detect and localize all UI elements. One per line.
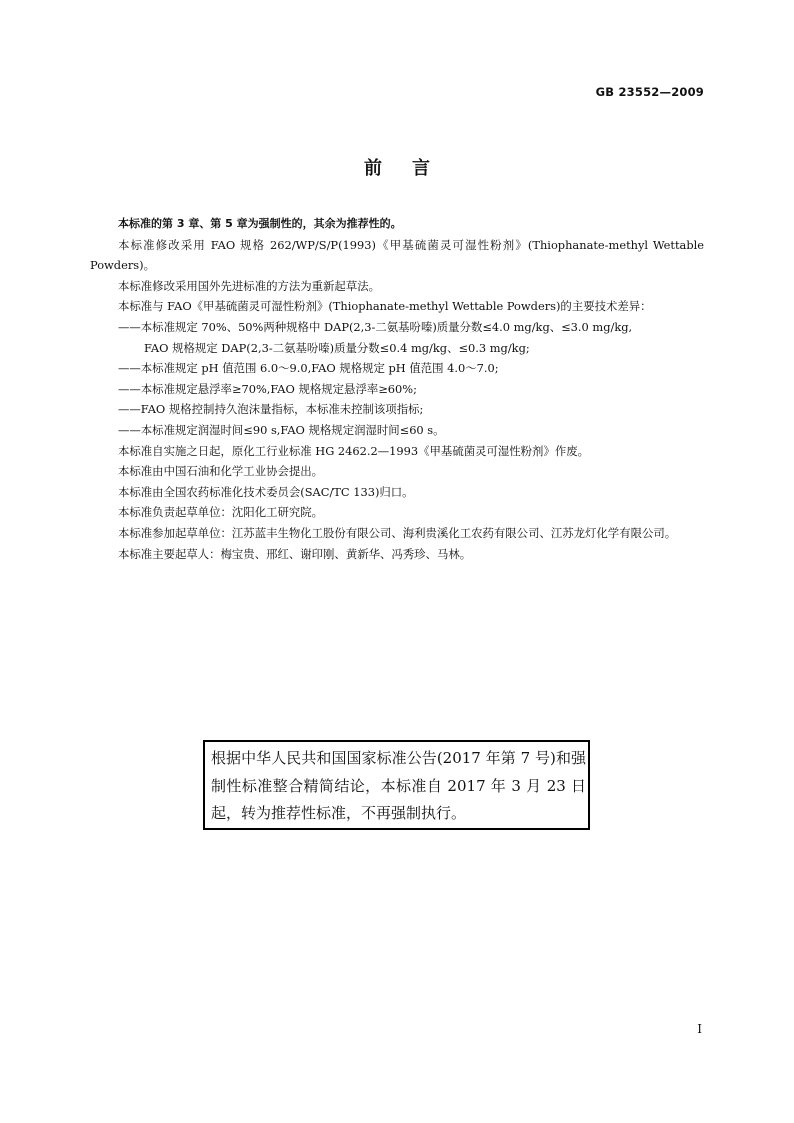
difference-item-dap-fao: FAO 规格规定 DAP(2,3-二氨基吩嗪)质量分数≤0.4 mg/kg、≤0.3 mg/kg; — [144, 340, 530, 355]
paragraph-lead-drafter: 本标准负责起草单位：沈阳化工研究院。 — [118, 505, 324, 520]
paragraph-mandatory-chapters: 本标准的第 3 章、第 5 章为强制性的，其余为推荐性的。 — [118, 217, 402, 230]
standard-code: GB 23552—2009 — [595, 85, 704, 99]
page-number: I — [697, 1022, 702, 1036]
paragraph-main-drafters: 本标准主要起草人：梅宝贵、邢红、谢印刚、黄新华、冯秀珍、马林。 — [118, 546, 472, 561]
paragraph-adoption: 本标准修改采用 FAO 规格 262/WP/S/P(1993)《甲基硫菌灵可湿性粉剂》(Thiophanate-methyl Wettable Powders)。 — [90, 237, 704, 273]
paragraph-centralized-by: 本标准由全国农药标准化技术委员会(SAC/TC 133)归口。 — [118, 484, 414, 499]
page-title: 前言 — [364, 158, 460, 179]
difference-item-ph: ——本标准规定 pH 值范围 6.0～9.0,FAO 规格规定 pH 值范围 4.0～7.0; — [118, 361, 499, 376]
status-notice-box: 根据中华人民共和国国家标准公告(2017 年第 7 号)和强制性标准整合精简结论，本标准自 2017 年 3 月 23 日起，转为推荐性标准，不再强制执行。 — [203, 740, 590, 830]
paragraph-proposed-by: 本标准由中国石油和化学工业协会提出。 — [118, 464, 324, 479]
paragraph-differences-intro: 本标准与 FAO《甲基硫菌灵可湿性粉剂》(Thiophanate-methyl Wettable Powders)的主要技术差异： — [118, 299, 652, 314]
foreword-body — [90, 214, 704, 564]
difference-item-suspensibility: ——本标准规定悬浮率≥70%,FAO 规格规定悬浮率≥60%; — [118, 381, 417, 396]
difference-item-dap: ——本标准规定 70%、50%两种规格中 DAP(2,3-二氨基吩嗪)质量分数≤4.0 mg/kg、≤3.0 mg/kg, — [118, 319, 633, 334]
paragraph-participating-drafters: 本标准参加起草单位：江苏蓝丰生物化工股份有限公司、海利贵溪化工农药有限公司、江苏龙灯化学有限公司。 — [118, 525, 677, 540]
paragraph-drafting-method: 本标准修改采用国外先进标准的方法为重新起草法。 — [118, 278, 380, 293]
difference-item-wetting: ——本标准规定润湿时间≤90 s,FAO 规格规定润湿时间≤60 s。 — [118, 422, 445, 437]
difference-item-foam: ——FAO 规格控制持久泡沫量指标，本标准未控制该项指标; — [118, 402, 424, 417]
paragraph-supersedes: 本标准自实施之日起，原化工行业标准 HG 2462.2—1993《甲基硫菌灵可湿性粉剂》作废。 — [118, 443, 590, 458]
